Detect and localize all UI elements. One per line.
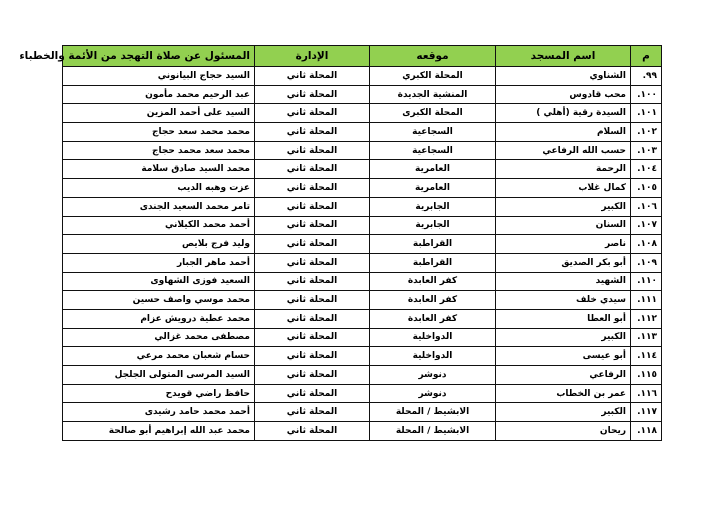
row-number: ٩٩.: [631, 67, 662, 86]
responsible-person: محمد عبد الله إبراهيم أبو صالحة: [63, 422, 255, 441]
administration: المحلة ثاني: [255, 216, 370, 235]
row-number: ١١٧.: [631, 403, 662, 422]
row-number: ١٠٥.: [631, 179, 662, 198]
header-responsible: المسئول عن صلاة التهجد من الأئمة والخطباء: [63, 46, 255, 67]
responsible-person: مصطفى محمد غزالي: [63, 328, 255, 347]
row-number: ١١٦.: [631, 384, 662, 403]
responsible-person: محمد موسي واصف حسين: [63, 291, 255, 310]
responsible-person: تامر محمد السعيد الجندى: [63, 197, 255, 216]
mosque-location: الابشيط / المحلة: [370, 422, 496, 441]
row-number: ١٠١.: [631, 104, 662, 123]
table-row: [63, 253, 662, 272]
administration: المحلة ثاني: [255, 123, 370, 142]
table-row: [63, 384, 662, 403]
table-row: [63, 85, 662, 104]
mosque-name: أبو بكر الصديق: [496, 253, 631, 272]
table-row: [63, 67, 662, 86]
table-row: [63, 309, 662, 328]
table-row: [63, 291, 662, 310]
administration: المحلة ثاني: [255, 253, 370, 272]
mosque-name: الشناوي: [496, 67, 631, 86]
row-number: ١١٤.: [631, 347, 662, 366]
mosque-location: العامرية: [370, 179, 496, 198]
mosque-name: الرحمة: [496, 160, 631, 179]
mosque-name: أبو العطا: [496, 309, 631, 328]
mosque-location: السجاعية: [370, 123, 496, 142]
table-row: [63, 235, 662, 254]
responsible-person: السعيد فوزى الشهاوى: [63, 272, 255, 291]
table-row: [63, 328, 662, 347]
administration: المحلة ثاني: [255, 384, 370, 403]
mosque-location: الدواخلية: [370, 328, 496, 347]
administration: المحلة ثاني: [255, 403, 370, 422]
header-num: م: [631, 46, 662, 67]
responsible-person: أحمد محمد الكيلاني: [63, 216, 255, 235]
mosque-name: أبو عيسى: [496, 347, 631, 366]
mosque-name: سيدي خلف: [496, 291, 631, 310]
table-body: [63, 67, 662, 441]
responsible-person: محمد محمد سعد حجاج: [63, 123, 255, 142]
mosque-table: [19, 45, 662, 441]
header-mosque-name: اسم المسجد: [496, 46, 631, 67]
row-number: ١٠٨.: [631, 235, 662, 254]
table-row: [63, 104, 662, 123]
mosque-location: كفر العابدة: [370, 309, 496, 328]
responsible-person: السيد المرسى المتولى الجلجل: [63, 366, 255, 385]
administration: المحلة ثاني: [255, 235, 370, 254]
mosque-location: الجابرية: [370, 197, 496, 216]
administration: المحلة ثاني: [255, 366, 370, 385]
row-number: ١٠٤.: [631, 160, 662, 179]
mosque-location: المحلة الكبري: [370, 67, 496, 86]
row-number: ١٠٠.: [631, 85, 662, 104]
mosque-name: الرفاعي: [496, 366, 631, 385]
responsible-person: حافظ راضي قويدح: [63, 384, 255, 403]
mosque-name: ريحان: [496, 422, 631, 441]
mosque-location: الابشيط / المحلة: [370, 403, 496, 422]
mosque-name: السنان: [496, 216, 631, 235]
table-row: [63, 347, 662, 366]
row-number: ١١٨.: [631, 422, 662, 441]
administration: المحلة ثاني: [255, 179, 370, 198]
mosque-location: السجاعية: [370, 141, 496, 160]
administration: المحلة ثاني: [255, 197, 370, 216]
responsible-person: محمد السيد صادق سلامة: [63, 160, 255, 179]
responsible-person: السيد على أحمد المزين: [63, 104, 255, 123]
administration: المحلة ثاني: [255, 272, 370, 291]
mosque-name: ناصر: [496, 235, 631, 254]
mosque-name: السيدة رقية (أهلي ): [496, 104, 631, 123]
administration: المحلة ثاني: [255, 309, 370, 328]
table-row: [63, 179, 662, 198]
header-location: موقعه: [370, 46, 496, 67]
row-number: ١١٢.: [631, 309, 662, 328]
mosque-location: المحلة الكبرى: [370, 104, 496, 123]
row-number: ١١١.: [631, 291, 662, 310]
administration: المحلة ثاني: [255, 291, 370, 310]
mosque-name: محب قادوس: [496, 85, 631, 104]
responsible-person: محمد عطية درويش عزام: [63, 309, 255, 328]
responsible-person: أحمد محمد حامد رشيدى: [63, 403, 255, 422]
administration: المحلة ثاني: [255, 67, 370, 86]
table-row: [63, 403, 662, 422]
row-number: ١١٠.: [631, 272, 662, 291]
responsible-person: عزت وهبه الديب: [63, 179, 255, 198]
responsible-person: وليد فرج بلايص: [63, 235, 255, 254]
mosque-location: العامرية: [370, 160, 496, 179]
header-row: [63, 46, 662, 67]
row-number: ١١٣.: [631, 328, 662, 347]
row-number: ١٠٦.: [631, 197, 662, 216]
table-row: [63, 141, 662, 160]
table-header: [19, 46, 662, 67]
mosque-schedule-sheet: [19, 45, 661, 441]
mosque-location: الدواخلية: [370, 347, 496, 366]
responsible-person: حسام شعبان محمد مرعي: [63, 347, 255, 366]
responsible-person: عبد الرحيم محمد مأمون: [63, 85, 255, 104]
mosque-name: السلام: [496, 123, 631, 142]
row-number: ١٠٣.: [631, 141, 662, 160]
mosque-name: الكبير: [496, 403, 631, 422]
mosque-name: حسب الله الرفاعي: [496, 141, 631, 160]
responsible-person: السيد حجاج البيانوني: [63, 67, 255, 86]
mosque-name: عمر بن الخطاب: [496, 384, 631, 403]
responsible-person: محمد سعد محمد حجاج: [63, 141, 255, 160]
mosque-location: دنوشر: [370, 384, 496, 403]
administration: المحلة ثاني: [255, 422, 370, 441]
table-row: [63, 160, 662, 179]
header-administration: الإدارة: [255, 46, 370, 67]
mosque-location: دنوشر: [370, 366, 496, 385]
row-number: ١٠٧.: [631, 216, 662, 235]
table-row: [63, 216, 662, 235]
mosque-name: الشهيد: [496, 272, 631, 291]
mosque-location: كفر العابدة: [370, 272, 496, 291]
mosque-name: الكبير: [496, 328, 631, 347]
administration: المحلة ثاني: [255, 160, 370, 179]
mosque-location: كفر العابدة: [370, 291, 496, 310]
administration: المحلة ثاني: [255, 104, 370, 123]
mosque-location: القراطبة: [370, 253, 496, 272]
table-row: [63, 422, 662, 441]
administration: المحلة ثاني: [255, 85, 370, 104]
table-row: [63, 366, 662, 385]
administration: المحلة ثاني: [255, 141, 370, 160]
table-row: [63, 272, 662, 291]
mosque-location: المنشية الجديدة: [370, 85, 496, 104]
row-number: ١٠٢.: [631, 123, 662, 142]
administration: المحلة ثاني: [255, 347, 370, 366]
table-row: [63, 123, 662, 142]
administration: المحلة ثاني: [255, 328, 370, 347]
mosque-name: الكبير: [496, 197, 631, 216]
row-number: ١٠٩.: [631, 253, 662, 272]
mosque-location: الجابرية: [370, 216, 496, 235]
table-row: [63, 197, 662, 216]
responsible-person: أحمد ماهر الجبار: [63, 253, 255, 272]
mosque-name: كمال غلاب: [496, 179, 631, 198]
row-number: ١١٥.: [631, 366, 662, 385]
mosque-location: القراطبة: [370, 235, 496, 254]
